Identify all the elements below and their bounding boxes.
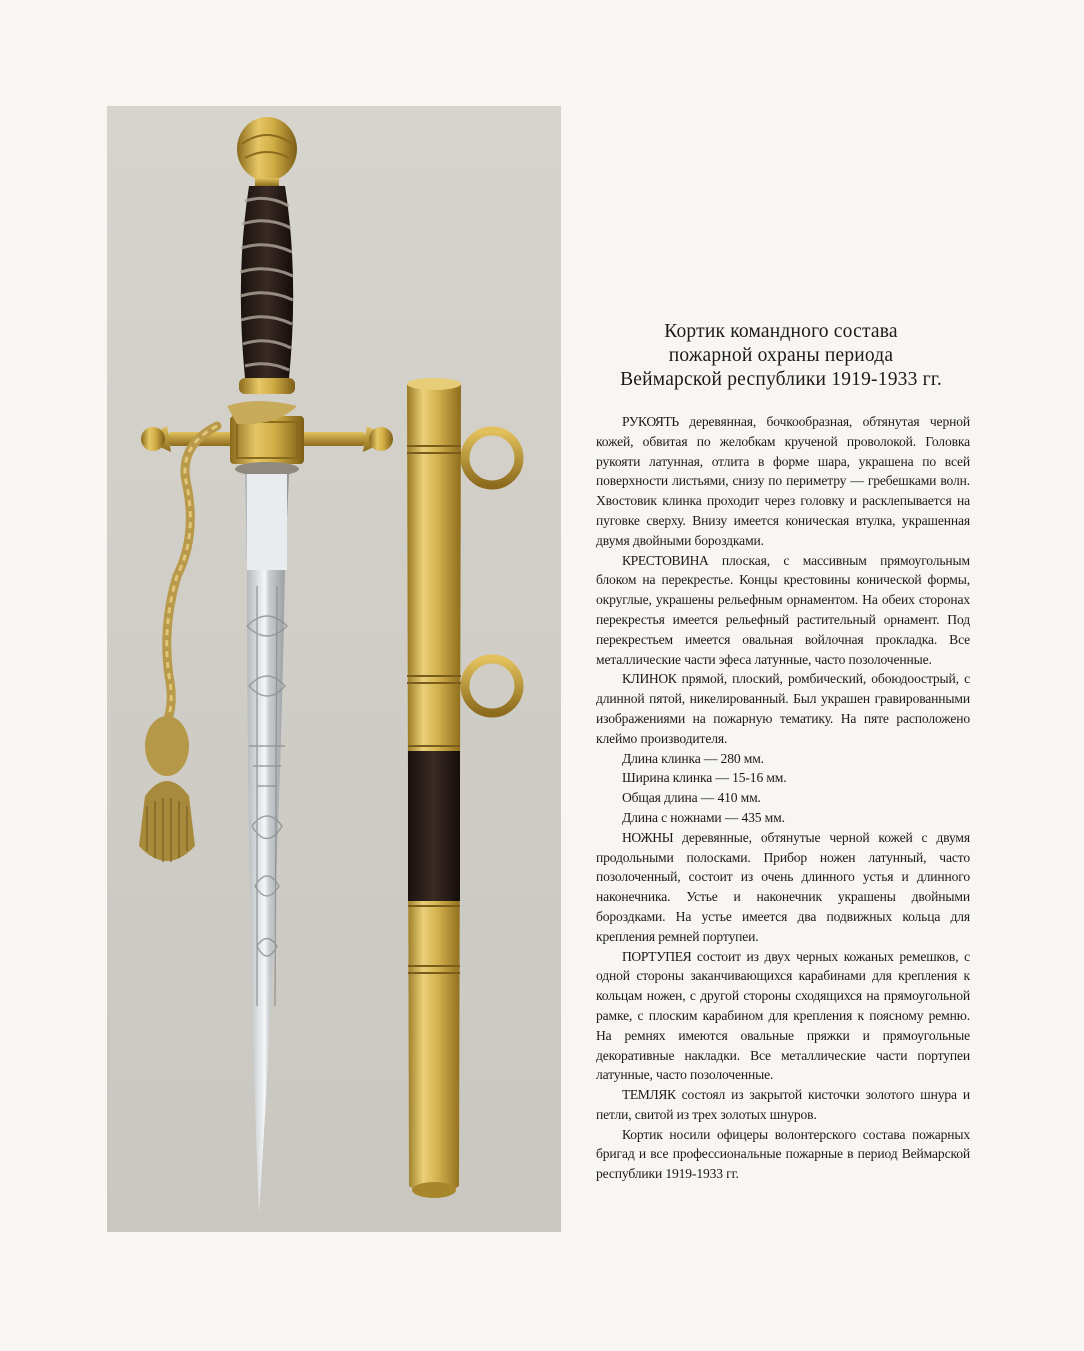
dagger-crossguard	[141, 416, 393, 476]
keyword: КРЕСТОВИНА	[622, 552, 709, 568]
paragraph-text: прямой, плоский, ромбический, обоюдоострый, с длинной пятой, никелированный. Был украшен гравированными изображениями на пожарную тематику. На пяте расположено клеймо производителя.	[596, 671, 970, 746]
page-title	[576, 320, 986, 392]
keyword: ПОРТУПЕЯ	[622, 948, 692, 964]
dagger-illustration	[107, 106, 561, 1232]
spec-length-with-scabbard: Длина с ножнами — 435 мм.	[622, 809, 785, 825]
paragraph-text: состоял из закрытой кисточки золотого шнура и петли, свитой из трех золотых шнуров.	[596, 1087, 970, 1122]
spec-blade-width: Ширина клинка — 15-16 мм.	[622, 770, 787, 786]
dagger-photo	[107, 106, 561, 1232]
spec-total-length: Общая длина — 410 мм.	[622, 790, 761, 806]
keyword: НОЖНЫ	[622, 829, 674, 845]
paragraph-blade	[596, 669, 970, 748]
dagger-pommel	[237, 117, 297, 186]
paragraph-scabbard	[596, 828, 970, 947]
paragraph-knot	[596, 1085, 970, 1125]
scabbard-ring-upper	[465, 431, 519, 485]
description-text	[596, 412, 970, 1184]
keyword: РУКОЯТЬ	[622, 414, 679, 429]
paragraph-text: состоит из двух черных кожаных ремешков, с одной стороны заканчивающихся карабинами для крепления к кольцам ножен, с другой стороны сходящихся на прямоугольной рамке, с плоским карабином для крепления к поясному ремню. На ремнях имеются овальные пряжки и прямоугольные декоративные накладки. Все металлические части портупеи латунные, часто позолоченные.	[596, 948, 970, 1083]
paragraph-text: деревянные, обтянутые черной кожей с двумя продольными полосками. Прибор ножен латунный, часто позолоченный, состоит из очень длинного устья и длинного наконечника. Устье и наконечник украшены двойными бороздками. На устье имеется два подвижных кольца для крепления ремней портупеи.	[596, 829, 970, 944]
paragraph-crossguard	[596, 551, 970, 670]
paragraph-belt	[596, 947, 970, 1086]
keyword: ТЕМЛЯК	[622, 1087, 676, 1103]
paragraph-text: плоская, с массивным прямоугольным блоком на перекрестье. Концы крестовины конической формы, округлые, украшены рельефным орнаментом. На обеих сторонах перекрестья имеется рельефный растительный орнамент. Под перекрестьем имеется овальная войлочная прокладка. Все металлические части эфеса латунные, часто позолоченные.	[596, 552, 970, 667]
keyword: КЛИНОК	[622, 671, 677, 687]
title-line-3: Веймарской республики 1919-1933 гг.	[620, 369, 942, 390]
spec-blade-length: Длина клинка — 280 мм.	[622, 750, 764, 766]
scabbard-ring-lower	[465, 659, 519, 713]
paragraph-handle	[596, 412, 970, 551]
dagger-ferrule	[239, 378, 295, 394]
dagger-blade	[245, 474, 289, 1214]
dagger-grip	[240, 186, 293, 378]
title-line-2: пожарной охраны периода	[668, 345, 894, 366]
title-line-1: Кортик командного состава	[664, 321, 898, 342]
paragraph-text: Кортик носили офицеры волонтерского состава пожарных бригад и все профессиональные пожарные в период Веймарской республики 1919-1933 гг.	[596, 1126, 970, 1182]
paragraph-text: деревянная, бочкообразная, обтянутая черной кожей, обвитая по желобкам крученой проволокой. Головка рукояти латунная, отлита в форме шара, украшена по всей поверхности листьями, снизу по периметру — гребешками волн. Хвостовик клинка проходит через головку и расклепывается на пуговке сверху. Внизу имеется коническая втулка, украшенная двумя двойными бороздками.	[596, 414, 970, 548]
scabbard	[407, 378, 519, 1198]
paragraph-usage	[596, 1125, 970, 1184]
